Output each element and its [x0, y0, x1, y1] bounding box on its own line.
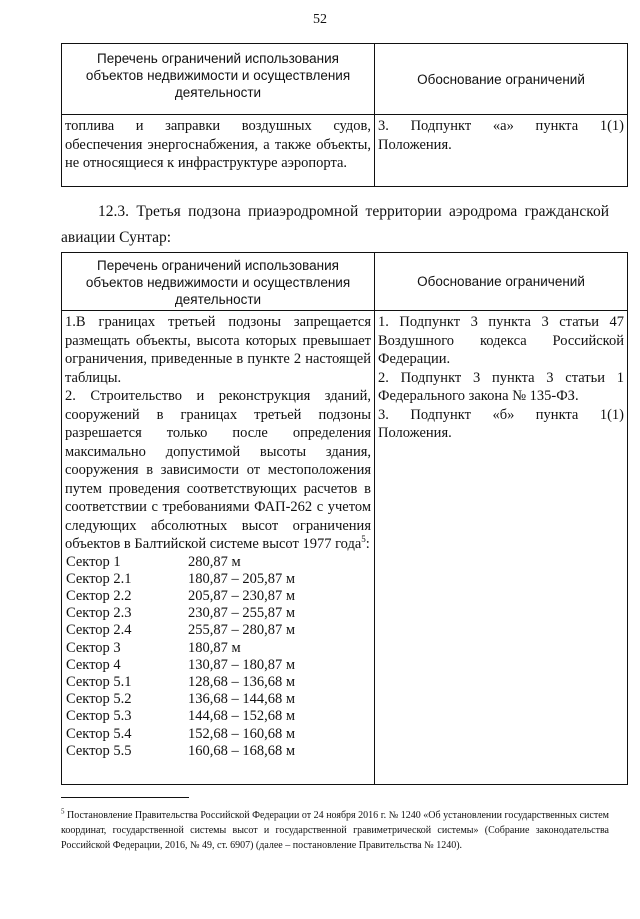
table2-basis-cell — [375, 311, 628, 785]
sector-row — [65, 657, 371, 674]
sector-row — [65, 605, 371, 622]
sector-height-value: 180,87 м — [188, 639, 241, 656]
footnote-reference: 5 — [361, 534, 366, 545]
sector-height-value: 205,87 – 230,87 м — [188, 587, 296, 604]
restriction-item-2-text: 2. Строительство и реконструкция зданий, сооружений в границах третьей подзоны разрешается только после определения максимально допустимой высоты здания, сооружения в зависимости от местоположения путем проведения соответствующих расчетов в соответствии с требованиями ФАП-262 с учетом следующих абсолютных высот ограничения объектов в Балтийской системе высот 1977 года — [65, 388, 371, 552]
sector-name: Сектор 5.1 — [66, 673, 132, 690]
sector-name: Сектор 5.4 — [66, 725, 132, 742]
sector-row — [65, 622, 371, 639]
table1-header-restrictions: Перечень ограничений использования объектов недвижимости и осуществления деятельности — [62, 44, 375, 115]
sector-height-value: 144,68 – 152,68 м — [188, 708, 296, 725]
sector-name: Сектор 4 — [66, 656, 121, 673]
sector-row — [65, 554, 371, 571]
sector-height-value: 180,87 – 205,87 м — [188, 570, 296, 587]
sector-height-value: 152,68 – 160,68 м — [188, 725, 296, 742]
sector-name: Сектор 5.3 — [66, 708, 132, 725]
sector-name: Сектор 3 — [66, 639, 121, 656]
sector-row — [65, 726, 371, 743]
sector-name: Сектор 5.2 — [66, 691, 132, 708]
sector-row — [65, 691, 371, 708]
sector-height-value: 230,87 – 255,87 м — [188, 605, 296, 622]
basis-item-1: 1. Подпункт 3 пункта 3 статьи 47 Воздушного кодекса Российской Федерации. — [378, 314, 624, 367]
basis-item-2: 2. Подпункт 3 пункта 3 статьи 1 Федерального закона № 135-ФЗ. — [378, 369, 624, 404]
table1-header-basis: Обоснование ограничений — [375, 44, 628, 115]
restriction-item-1: 1.В границах третьей подзоны запрещается размещать объекты, высота которых превышает ограничения, приведенные в пункте 2 настоящей таблицы. — [65, 314, 371, 386]
page-number: 52 — [313, 12, 327, 27]
restriction-item-2 — [65, 387, 371, 554]
footnote-text: Постановление Правительства Российской Федерации от 24 ноября 2016 г. № 1240 «Об установлении государственных систем координат, государственной системы высот и государственной гравиметрической системы» (Собрание законодательства Российской Федерации, 2016, № 49, ст. 6907) (далее – постановление Правительства № 1240). — [61, 810, 609, 851]
basis-item-3: 3. Подпункт «б» пункта 1(1) Положения. — [378, 406, 624, 441]
footnote-mark: 5 — [61, 807, 65, 816]
sector-row — [65, 743, 371, 760]
footnote-separator — [61, 797, 189, 798]
table2-header-restrictions: Перечень ограничений использования объектов недвижимости и осуществления деятельности — [62, 253, 375, 311]
table2-restriction-cell — [62, 311, 375, 785]
sector-row — [65, 708, 371, 725]
third-subzone-table — [61, 252, 628, 785]
sector-name: Сектор 2.4 — [66, 622, 132, 639]
sector-row — [65, 571, 371, 588]
sector-row — [65, 674, 371, 691]
section-paragraph — [61, 199, 609, 251]
restrictions-table-continued — [61, 43, 628, 187]
sector-height-value: 160,68 – 168,68 м — [188, 742, 296, 759]
sector-height-value: 130,87 – 180,87 м — [188, 656, 296, 673]
sector-height-value: 255,87 – 280,87 м — [188, 622, 296, 639]
sector-height-value: 136,68 – 144,68 м — [188, 691, 296, 708]
sector-name: Сектор 1 — [66, 553, 121, 570]
sector-row — [65, 640, 371, 657]
restriction-item-2-end: : — [365, 536, 370, 552]
sector-name: Сектор 5.5 — [66, 742, 132, 759]
footnote — [61, 808, 609, 853]
sector-height-value: 128,68 – 136,68 м — [188, 673, 296, 690]
table1-restriction-cell: топлива и заправки воздушных судов, обеспечения энергоснабжения, а также объекты, не относящиеся к инфраструктуре аэропорта. — [62, 115, 375, 187]
table2-header-basis: Обоснование ограничений — [375, 253, 628, 311]
table1-basis-cell: 3. Подпункт «а» пункта 1(1) Положения. — [375, 115, 628, 187]
sector-row — [65, 588, 371, 605]
sector-name: Сектор 2.1 — [66, 570, 132, 587]
sector-name: Сектор 2.3 — [66, 605, 132, 622]
sector-height-value: 280,87 м — [188, 553, 241, 570]
sector-height-list — [65, 554, 371, 760]
section-paragraph-text: 12.3. Третья подзона приаэродромной территории аэродрома гражданской авиации Сунтар: — [61, 203, 609, 246]
sector-name: Сектор 2.2 — [66, 587, 132, 604]
